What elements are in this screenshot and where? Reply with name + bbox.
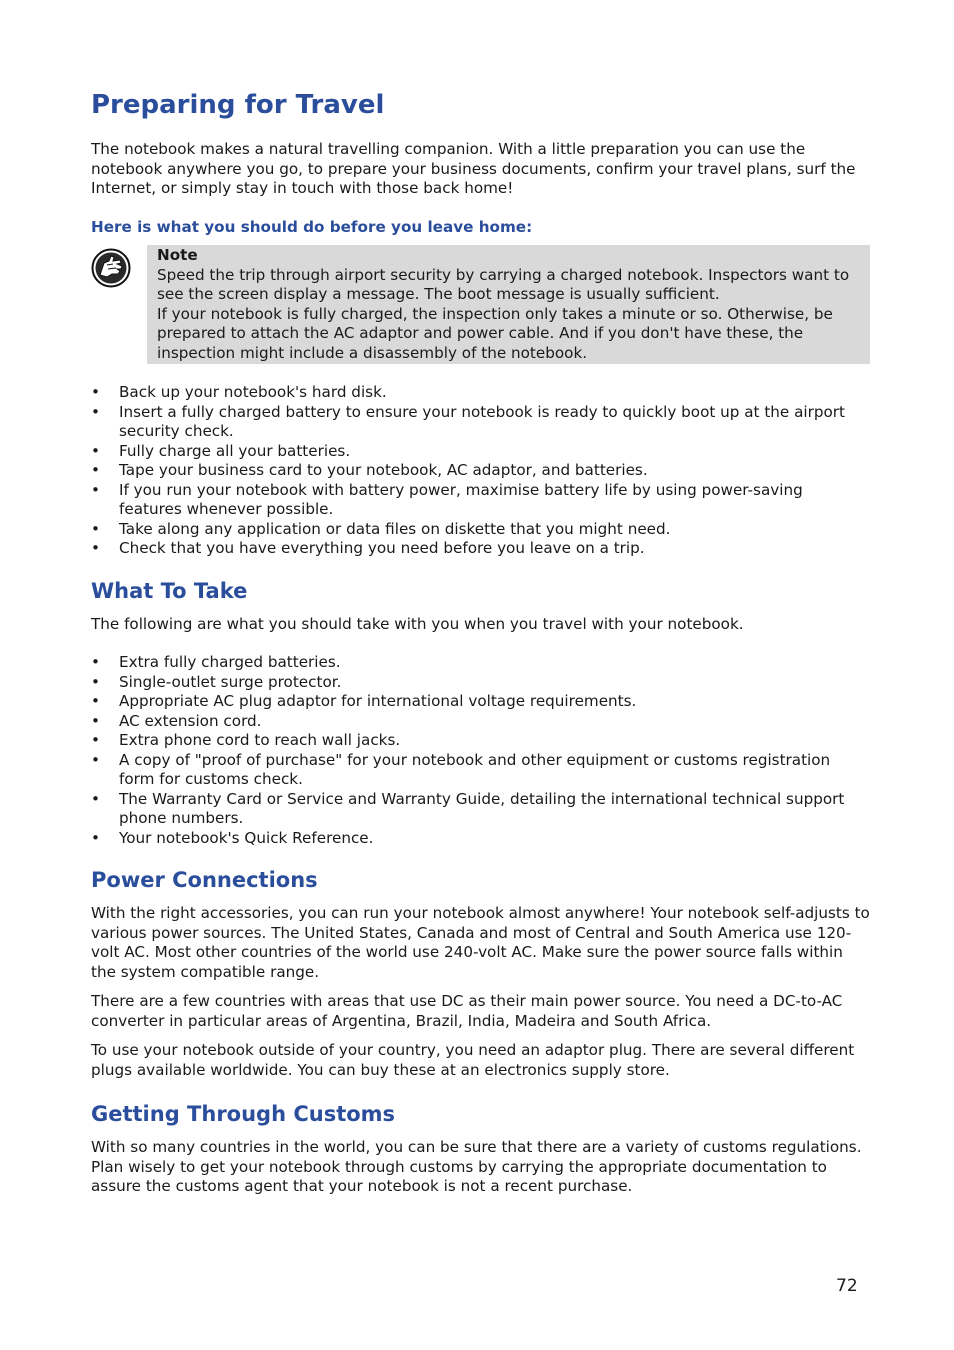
hand-note-icon — [91, 245, 147, 364]
customs-heading: Getting Through Customs — [91, 1102, 396, 1126]
what-to-take-heading: What To Take — [91, 578, 248, 603]
customs-paragraph: With so many countries in the world, you can be sure that there are a variety of customs regulations. Plan wisely to get your notebook through customs by carrying the appropriate documentation to assure the customs agent that your notebook is not a recent purchase. — [91, 1138, 862, 1195]
list-item: • Extra fully charged batteries. — [91, 653, 870, 673]
note-text-2: If your notebook is fully charged, the inspection only takes a minute or so. Otherwise, be prepared to attach the AC adaptor and power cable. And if you don't have these, the inspection might include a disassembly of the notebook. — [157, 304, 833, 362]
intro-paragraph: The notebook makes a natural travelling companion. With a little preparation you can use the notebook anywhere you go, to prepare your business documents, confirm your travel plans, surf the Internet, or simply stay in touch with those back home! — [91, 140, 856, 197]
before-leaving-list — [91, 383, 870, 559]
list-item: • Insert a fully charged battery to ensure your notebook is ready to quickly boot up at the airport security check. — [91, 403, 870, 442]
list-item: • Extra phone cord to reach wall jacks. — [91, 731, 870, 751]
list-item: • Fully charge all your batteries. — [91, 442, 870, 462]
list-item: • Appropriate AC plug adaptor for international voltage requirements. — [91, 692, 870, 712]
list-item: • If you run your notebook with battery power, maximise battery life by using power-saving features whenever possible. — [91, 481, 870, 520]
what-to-take-intro: The following are what you should take with you when you travel with your notebook. — [91, 614, 744, 633]
power-paragraph-3: To use your notebook outside of your country, you need an adaptor plug. There are several different plugs available worldwide. You can buy these at an electronics supply store. — [91, 1041, 855, 1079]
list-item: • AC extension cord. — [91, 712, 870, 732]
page-number: 72 — [836, 1276, 858, 1296]
list-item: • A copy of "proof of purchase" for your notebook and other equipment or customs registration form for customs check. — [91, 751, 870, 790]
what-to-take-list — [91, 653, 870, 848]
list-item: • Single-outlet surge protector. — [91, 673, 870, 693]
power-paragraph-2: There are a few countries with areas that use DC as their main power source. You need a DC-to-AC converter in particular areas of Argentina, Brazil, India, Madeira and South Africa. — [91, 992, 843, 1030]
note-callout — [91, 245, 870, 364]
power-paragraph-1: With the right accessories, you can run your notebook almost anywhere! Your notebook self-adjusts to various power sources. The United States, Canada and most of Central and South America use 120-volt AC. Most other countries of the world use 240-volt AC. Make sure the power source falls within the system compatible range. — [91, 904, 870, 981]
list-item: • Take along any application or data files on diskette that you might need. — [91, 520, 870, 540]
list-item: • Check that you have everything you need before you leave on a trip. — [91, 539, 870, 559]
list-item: • Your notebook's Quick Reference. — [91, 829, 870, 849]
note-box — [147, 245, 870, 364]
power-connections-heading: Power Connections — [91, 868, 318, 892]
list-item: • Back up your notebook's hard disk. — [91, 383, 870, 403]
note-title: Note — [157, 246, 198, 264]
page-title: Preparing for Travel — [91, 90, 385, 120]
page-content — [91, 88, 870, 1207]
list-item: • The Warranty Card or Service and Warranty Guide, detailing the international technical support phone numbers. — [91, 790, 870, 829]
list-item: • Tape your business card to your notebook, AC adaptor, and batteries. — [91, 461, 870, 481]
before-leaving-subheading: Here is what you should do before you leave home: — [91, 217, 533, 236]
note-text-1: Speed the trip through airport security by carrying a charged notebook. Inspectors want to see the screen display a message. The boot message is usually sufficient. — [157, 265, 850, 303]
